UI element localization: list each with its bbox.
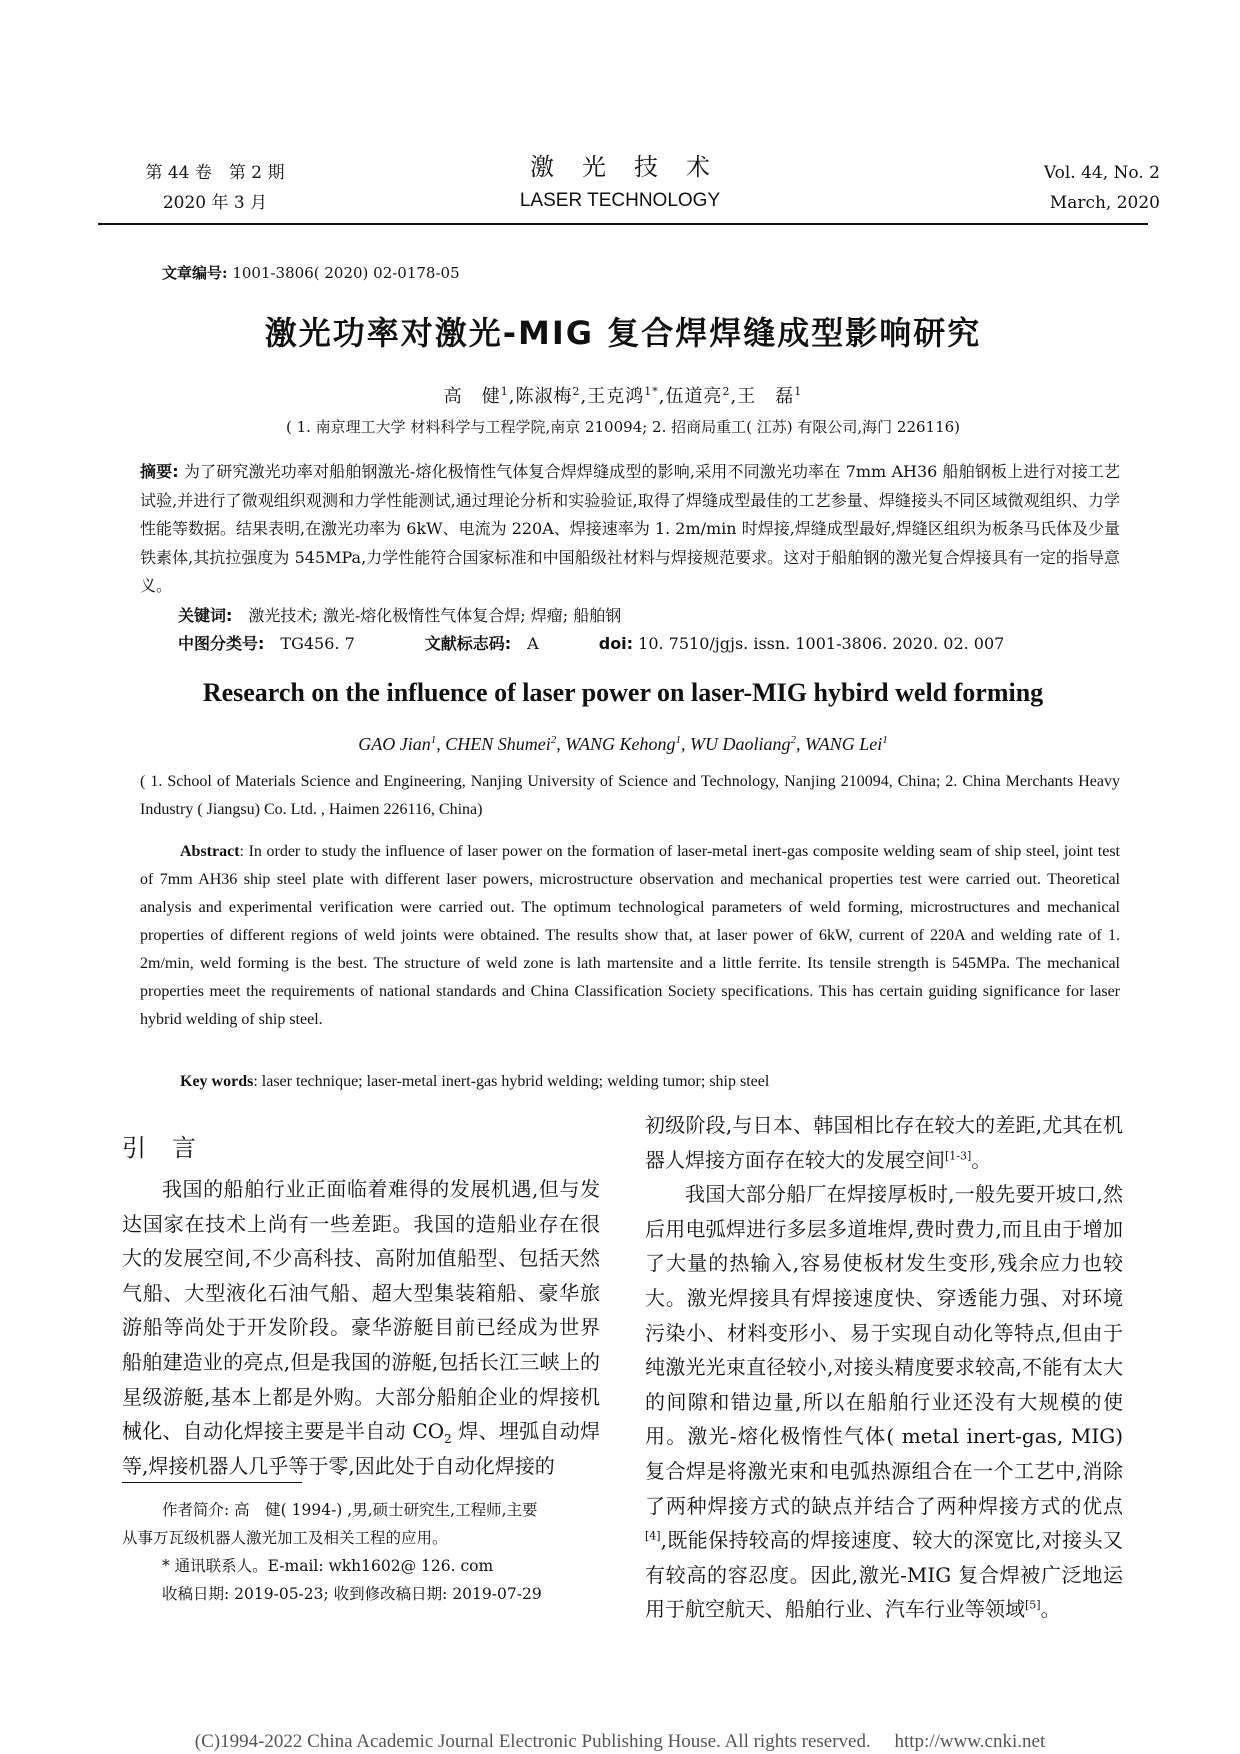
doi-label: doi: [598,634,634,653]
abstract-en-text: : In order to study the influence of laser power on the formation of laser-metal inert-gas composite welding seam of ship steel, joint test of 7mm AH36 ship steel plate with different laser powers, microstructure observation and mechanical properties test were carried out. Theoretical analysis and experimental verification were carried out. The optimum technological parameters of weld forming, microstructures and mechanical properties of different regions of weld joints were obtained. The results show that, at laser power of 6kW, current of 220A and welding rate of 1. 2m/min, weld forming is the best. The structure of weld zone is lath martensite and a little ferrite. Its tensile strength is 545MPa. The mechanical properties meet the requirements of national standards and China Classification Society specifications. This has certain guiding significance for laser hybrid welding of ship steel. [140,843,1120,1028]
author-2: ,陈淑梅 [508,386,573,407]
footnote-contact: * 通讯联系人。E-mail: wkh1602@ 126. com [162,1557,494,1575]
author-en-4-sup: 2 [790,734,796,746]
author-2-sup: 2 [572,385,581,398]
title-cn: 激光功率对激光-MIG 复合焊焊缝成型影响研究 [264,314,982,352]
keywords-en-text: : laser technique; laser-metal inert-gas hybrid welding; welding tumor; ship steel [253,1073,770,1090]
footnote-bio-1: 作者简介: 高 健( 1994-) ,男,硕士研究生,工程师,主要 [162,1501,538,1519]
author-en-2: , CHEN Shumei [436,734,551,754]
author-en-2-sup: 2 [550,734,557,746]
abstract-cn-text: 为了研究激光功率对船舶钢激光-熔化极惰性气体复合焊焊缝成型的影响,采用不同激光功率在 7mm AH36 船舶钢板上进行对接工艺试验,并进行了微观组织观测和力学性能测试,通过理论分析和实验验证,取得了焊缝成型最佳的工艺参量、焊缝接头不同区域微观组织、力学性能等数据。结果表明,在激光功率为 6kW、电流为 220A、焊接速率为 1. 2m/min 时焊接,焊缝成型最好,焊缝区组织为板条马氏体及少量铁素体,其抗拉强度为 545MPa,力学性能符合国家标准和中国船级社材料与焊接规范要求。这对于船舶钢的激光复合焊接具有一定的指导意义。 [140,462,1120,595]
header-right [960,158,1160,218]
author-4-sup: 2 [722,385,731,398]
doc-code-label: 文献标志码: [424,634,512,653]
affiliation-en: ( 1. School of Materials Science and Engineering, Nanjing University of Science and Technology, Nanjing 210094, China; 2. China Merchants Heavy Industry ( Jiangsu) Co. Ltd. , Haimen 226116, China) [140,773,1120,818]
article-number-value: 1001-3806( 2020) 02-0178-05 [227,264,460,282]
copyright-notice: (C)1994-2022 China Academic Journal Electronic Publishing House. All rights reserved. http://www.cnki.net [194,1731,1046,1752]
title-en: Research on the influence of laser power on laser-MIG hybird weld forming [202,678,1044,707]
article-number-label: 文章编号: [162,264,228,282]
right-column-text [645,1108,1123,1627]
doi-value: 10. 7510/jgjs. issn. 1001-3806. 2020. 02. 007 [633,634,1005,653]
keywords-cn [178,602,1138,630]
abstract-cn [140,458,1120,601]
journal-name [440,152,800,216]
left-column-text [122,1172,600,1483]
journal-name-en: LASER TECHNOLOGY [519,190,721,211]
author-en-5-sup: 1 [882,734,888,746]
author-en-4: , WU Daoliang [680,734,791,754]
author-en-1: GAO Jian [358,734,431,754]
abstract-en-label: Abstract [180,843,240,860]
volume-issue-cn: 第 44 卷 第 2 期 [145,163,285,183]
clc-value: TG456. 7 [264,634,355,653]
author-1-sup: 1 [500,385,509,398]
ref-1-3: [1-3] [945,1148,972,1162]
author-en-3: , WANG Kehong [556,734,676,754]
footnotes [122,1496,622,1608]
keywords-cn-label: 关键词: [178,606,233,625]
article-number [162,262,460,283]
author-en-1-sup: 1 [430,734,437,746]
authors-cn [98,382,1148,408]
author-en-3-sup: 1 [675,734,681,746]
author-en-5: , WANG Lei [795,734,883,754]
classification [178,630,1138,658]
affiliation-cn: ( 1. 南京理工大学 材料科学与工程学院,南京 210094; 2. 招商局重工( 江苏) 有限公司,海门 226116) [285,418,961,436]
left-p1-a: 我国的船舶行业正面临着难得的发展机遇,但与发达国家在技术上尚有一些差距。我国的造船业存在很大的发展空间,不少高科技、高附加值船型、包括天然气船、大型液化石油气船、超大型集装箱船、豪华旅游船等尚处于开发阶段。豪华游艇目前已经成为世界船舶建造业的亮点,但是我国的游艇,包括长江三峡上的星级游艇,基本上都是外购。大部分船舶企业的焊接机械化、自动化焊接主要是半自动 CO [122,1177,600,1444]
author-3: ,王克鸿 [580,386,645,407]
footnote-dates: 收稿日期: 2019-05-23; 收到修改稿日期: 2019-07-29 [162,1585,542,1603]
keywords-en [180,1068,1140,1096]
authors-en [98,734,1148,755]
header-rule [98,223,1148,225]
date-cn: 2020 年 3 月 [162,193,268,213]
author-5-sup: 1 [794,385,803,398]
author-4: ,伍道亮 [658,386,723,407]
header-left [115,158,315,218]
co2-subscript: 2 [444,1432,452,1447]
keywords-cn-text: 激光技术; 激光-熔化极惰性气体复合焊; 焊瘤; 船舶钢 [232,606,622,625]
abstract-cn-label: 摘要: [140,462,179,481]
author-3-sup: 1* [644,385,659,398]
journal-name-cn: 激光技术 [530,153,738,181]
keywords-en-label: Key words [180,1073,254,1090]
left-p1-b: 焊、埋弧自动焊等,焊接机器人几乎等于零,因此处于自动化焊接的 [122,1419,600,1478]
clc-label: 中图分类号: [178,634,265,653]
doc-code-value: A [511,634,539,653]
right-p2-a: 我国大部分船厂在焊接厚板时,一般先要开坡口,然后用电弧焊进行多层多道堆焊,费时费力,而且由于增加了大量的热输入,容易使板材发生变形,残余应力也较大。激光焊接具有焊接速度快、穿透能力强、对环境污染小、材料变形小、易于实现自动化等特点,但由于纯激光光束直径较小,对接头精度要求较高,不能有太大的间隙和错边量,所以在船舶行业还没有大规模的使用。激光-熔化极惰性气体( metal inert-gas, MIG) 复合焊是将激光束和电弧热源组合在一个工艺中,消除了两种焊接方式的缺点并结合了两种焊接方式的优点 [645,1182,1123,1518]
right-p2-b: ,既能保持较高的焊接速度、较大的深宽比,对接头又有较高的容忍度。因此,激光-MIG 复合焊被广泛地运用于航空航天、船舶行业、汽车行业等领域 [645,1528,1123,1622]
right-paragraph-2 [645,1177,1123,1627]
author-5: ,王 磊 [730,386,795,407]
right-paragraph-1 [645,1108,1123,1177]
right-p1-b: 。 [971,1147,992,1172]
right-p1-a: 初级阶段,与日本、韩国相比存在较大的差距,尤其在机器人焊接方面存在较大的发展空间 [645,1113,1123,1172]
right-p2-c: 。 [1040,1597,1061,1622]
ref-4: [4] [645,1529,661,1543]
section-heading-introduction: 引言 [122,1134,222,1162]
footnote-bio-2: 从事万瓦级机器人激光加工及相关工程的应用。 [122,1529,448,1547]
author-1: 高 健 [443,386,501,407]
footnote-rule [122,1482,302,1483]
volume-issue-en: Vol. 44, No. 2 [1043,163,1160,183]
ref-5: [5] [1025,1598,1041,1612]
abstract-en [140,838,1120,1034]
date-en: March, 2020 [1049,193,1160,213]
